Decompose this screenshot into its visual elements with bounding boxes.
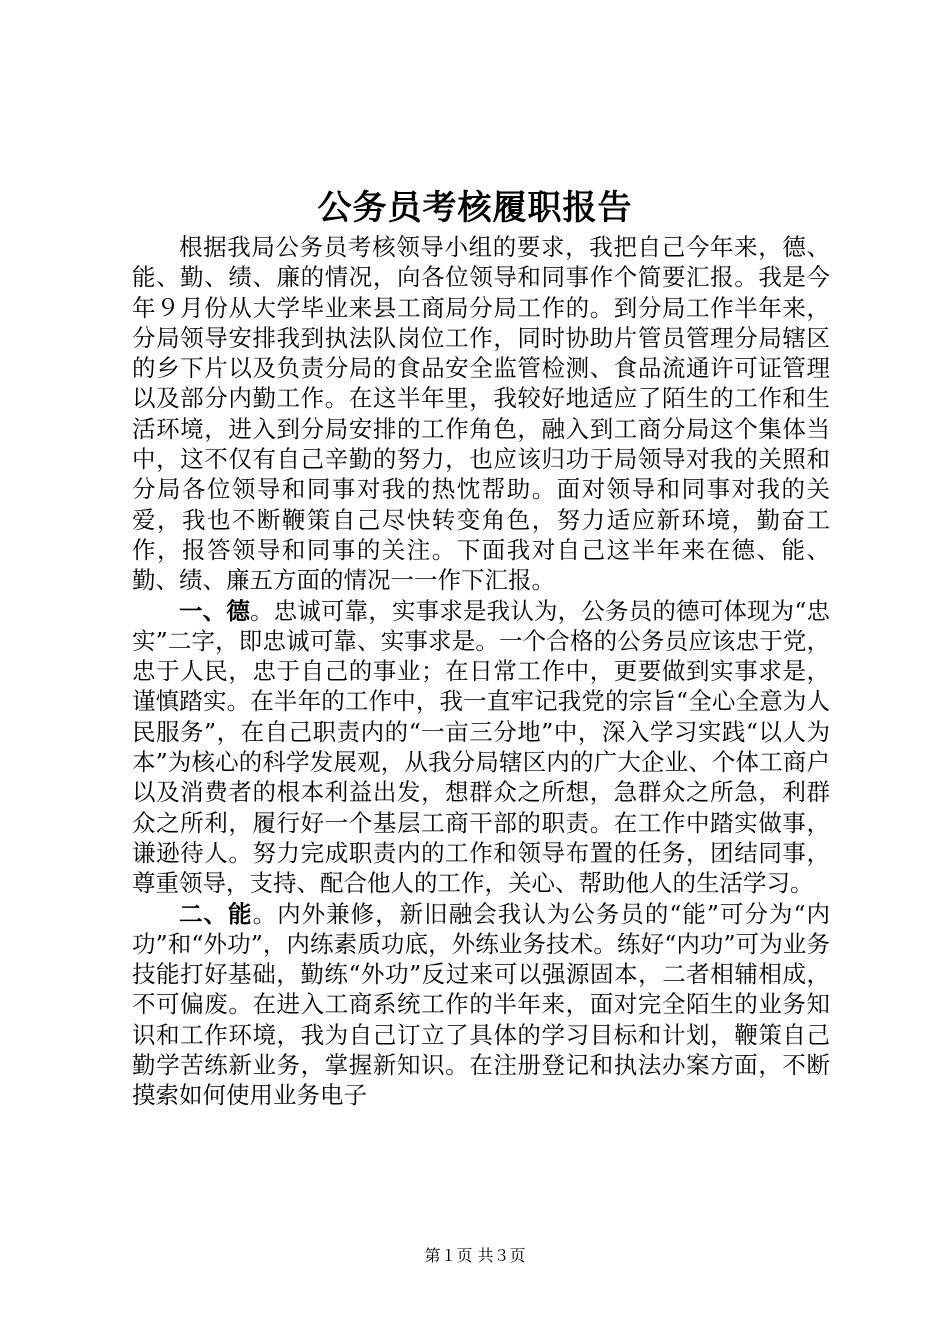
paragraph-neng-heading: 二、能 <box>179 899 253 928</box>
paragraph-de-text: 。忠诚可靠，实事求是我认为，公务员的德可体现为“忠实”二字，即忠诚可靠、实事求是。一个合格的公务员应该忠于党，忠于人民，忠于自己的事业；在日常工作中，更要做到实事求是，谨慎踏实。在半年的工作中，我一直牢记我党的宗旨“全心全意为人民服务”，在自己职责内的“一亩三分地”中，深入学习实践“以人为本”为核心的科学发展观，从我分局辖区内的广大企业、个体工商户以及消费者的根本利益出发，想群众之所想，急群众之所急，利群众之所利，履行好一个基层工商干部的职责。在工作中踏实做事，谦逊待人。努力完成职责内的工作和领导布置的任务，团结同事，尊重领导，支持、配合他人的工作，关心、帮助他人的生活学习。 <box>132 596 830 898</box>
paragraph-de <box>132 596 830 899</box>
paragraph-de-heading: 一、德 <box>179 596 250 625</box>
paragraph-intro-text: 根据我局公务员考核领导小组的要求，我把自己今年来，德、能、勤、绩、廉的情况，向各位领导和同事作个简要汇报。我是今年９月份从大学毕业来县工商局分局工作的。到分局工作半年来，分局领导安排我到执法队岗位工作，同时协助片管员管理分局辖区的乡下片以及负责分局的食品安全监管检测、食品流通许可证管理以及部分内勤工作。在这半年里，我较好地适应了陌生的工作和生活环境，进入到分局安排的工作角色，融入到工商分局这个集体当中，这不仅有自己辛勤的努力，也应该归功于局领导对我的关照和分局各位领导和同事对我的热忱帮助。面对领导和同事对我的关爱，我也不断鞭策自己尽快转变角色，努力适应新环境，勤奋工作，报答领导和同事的关注。下面我对自己这半年来在德、能、勤、绩、廉五方面的情况一一作下汇报。 <box>132 233 830 595</box>
page-number-footer: 第１页 共３页 <box>424 1246 526 1265</box>
paragraph-neng-text: 。内外兼修，新旧融会我认为公务员的“能”可分为“内功”和“外功”，内练素质功底，外练业务技术。练好“内功”可为业务技能打好基础，勤练“外功”反过来可以强源固本，二者相辅相成，不可偏废。在进入工商系统工作的半年来，面对完全陌生的业务知识和工作环境，我为自己订立了具体的学习目标和计划，鞭策自己勤学苦练新业务，掌握新知识。在注册登记和执法办案方面，不断摸索如何使用业务电子 <box>132 899 831 1110</box>
paragraph-neng <box>132 899 830 1111</box>
document-title: 公务员考核履职报告 <box>317 188 633 228</box>
paragraph-intro <box>132 232 830 596</box>
document-body <box>132 232 830 1111</box>
